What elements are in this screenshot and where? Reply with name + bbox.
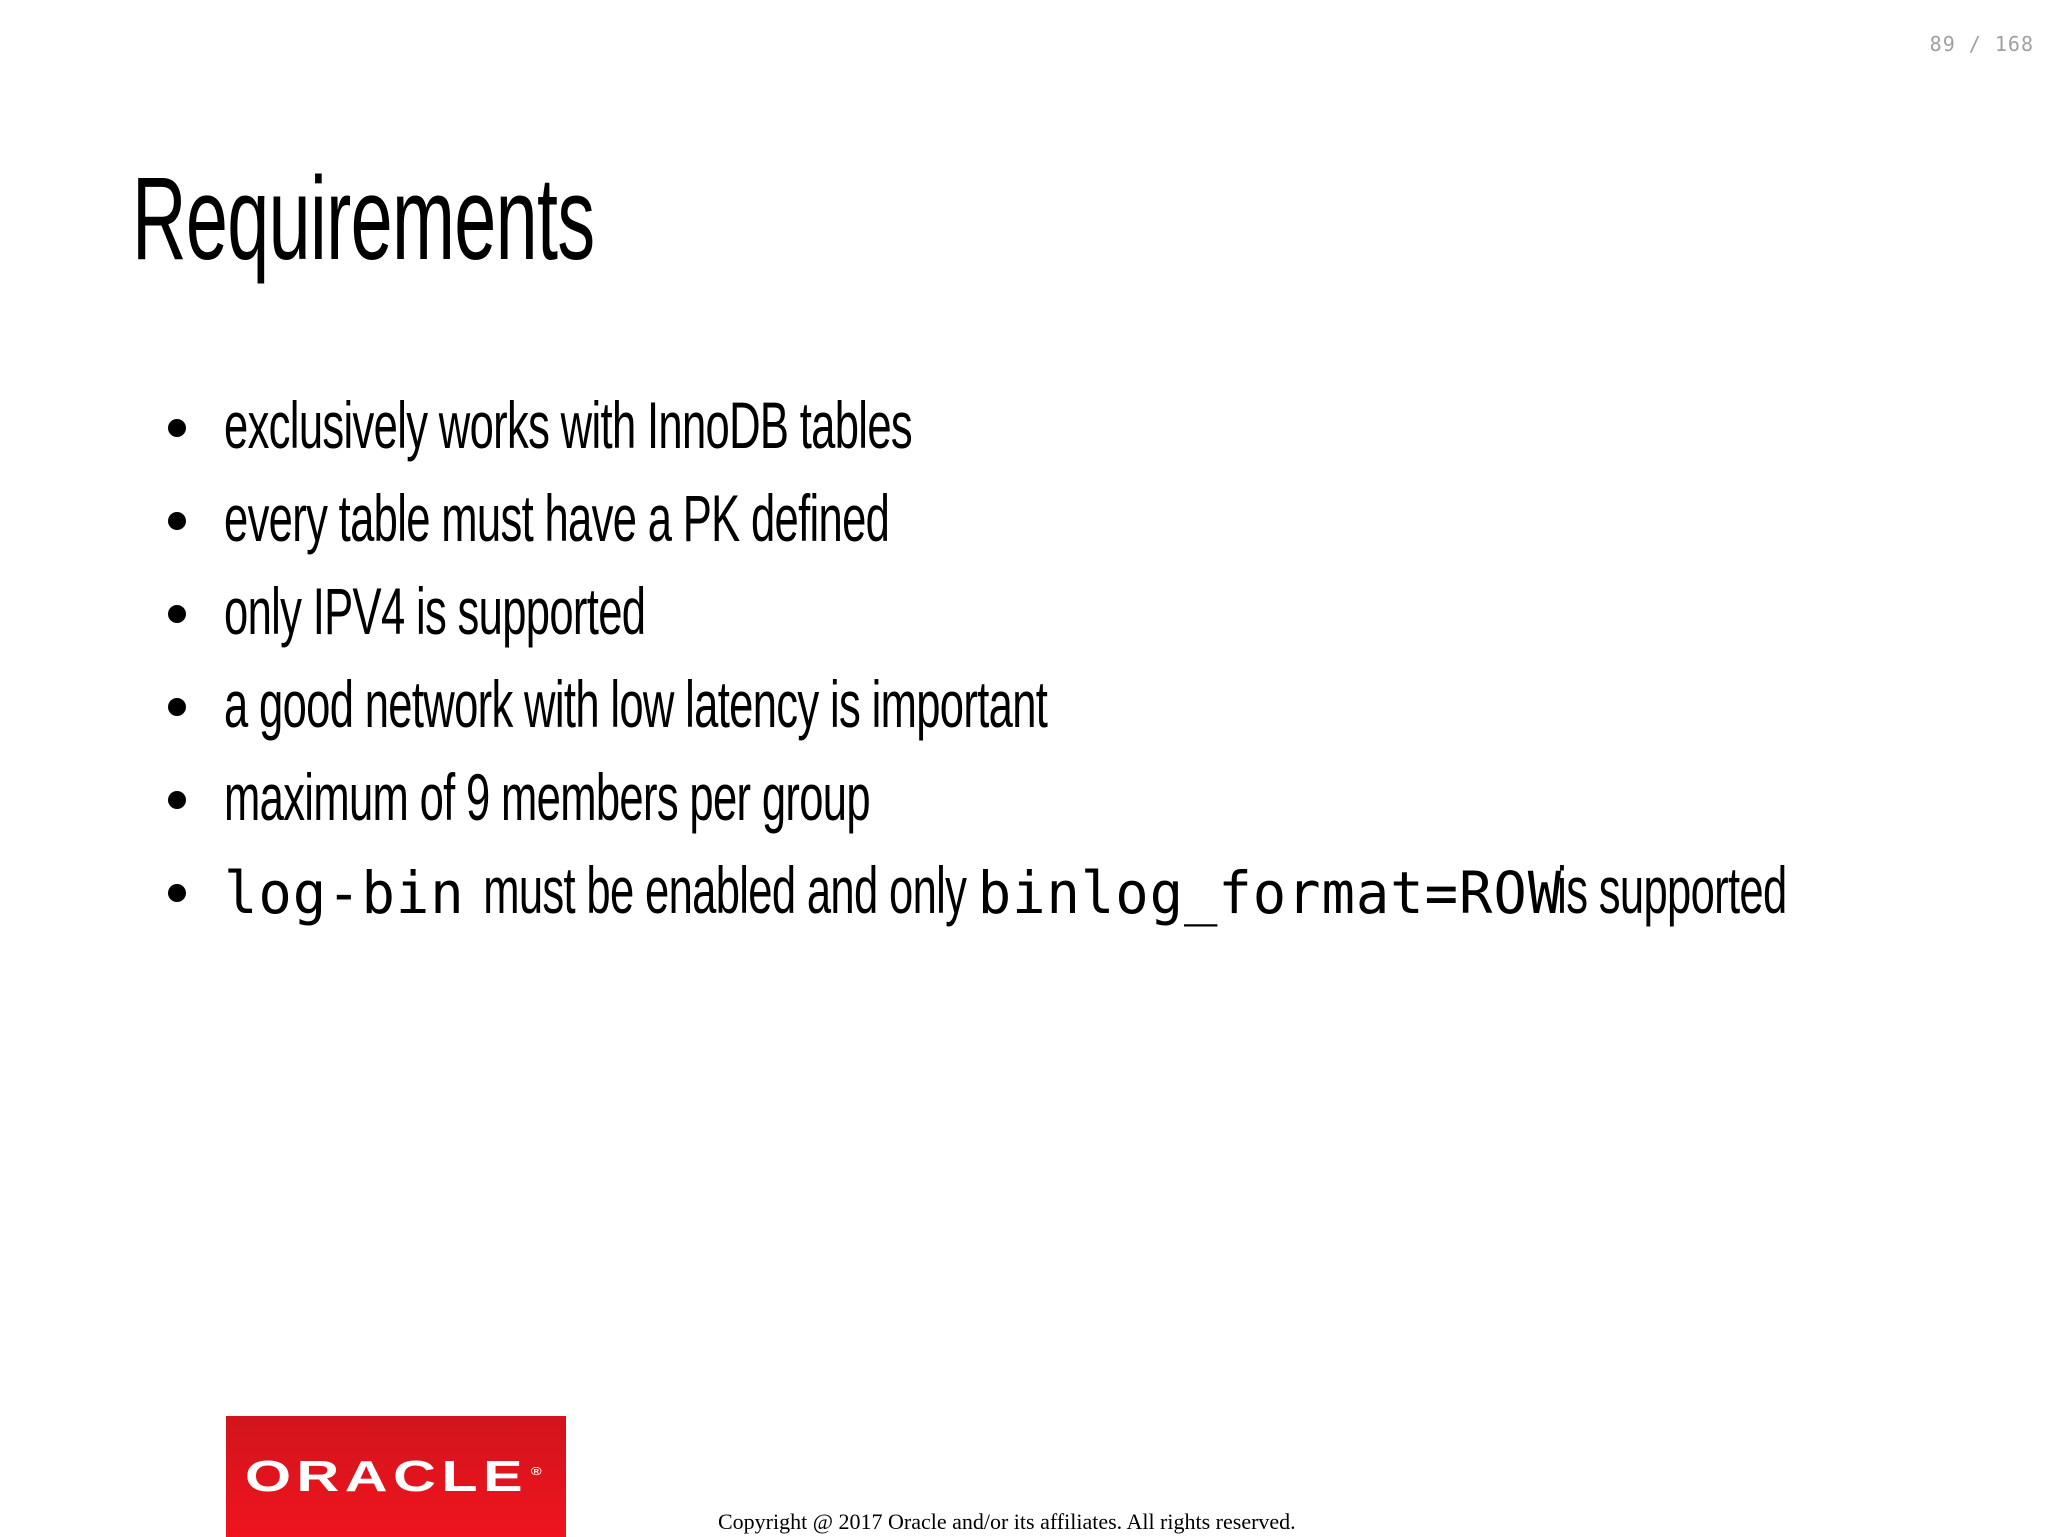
list-item-text: [224, 852, 1787, 927]
list-item: [168, 843, 2048, 936]
slide-title: Requirements: [132, 153, 595, 285]
page-counter: 89 / 168: [1929, 32, 2034, 56]
code-log-bin: log-bin: [224, 858, 465, 927]
bullet-icon: [168, 512, 186, 530]
requirements-list: [168, 378, 2048, 936]
list-item: [168, 471, 2048, 564]
bullet-icon: [168, 791, 186, 809]
bullet-icon: [168, 884, 186, 902]
list-item-text: every table must have a PK defined: [224, 480, 890, 555]
list-item-text: maximum of 9 members per group: [224, 759, 870, 834]
list-item: [168, 750, 2048, 843]
list-item: [168, 564, 2048, 657]
list-item-text: exclusively works with InnoDB tables: [224, 387, 913, 462]
list-item-mid-text: must be enabled and only: [483, 852, 967, 927]
list-item: [168, 378, 2048, 471]
list-item: [168, 657, 2048, 750]
oracle-logo-text: [245, 1452, 547, 1502]
code-binlog-format: binlog_format=ROW: [977, 858, 1563, 927]
list-item-text: a good network with low latency is important: [224, 666, 1048, 741]
bullet-icon: [168, 698, 186, 716]
oracle-logo-word: ORACLE: [244, 1452, 529, 1501]
copyright-notice: Copyright @ 2017 Oracle and/or its affiliates. All rights reserved.: [718, 1509, 1296, 1534]
bullet-icon: [168, 419, 186, 437]
bullet-icon: [168, 605, 186, 623]
oracle-logo: [226, 1416, 566, 1537]
registered-mark: ®: [530, 1466, 548, 1479]
list-item-end-text: is supported: [1557, 852, 1787, 927]
list-item-text: only IPV4 is supported: [224, 573, 646, 648]
